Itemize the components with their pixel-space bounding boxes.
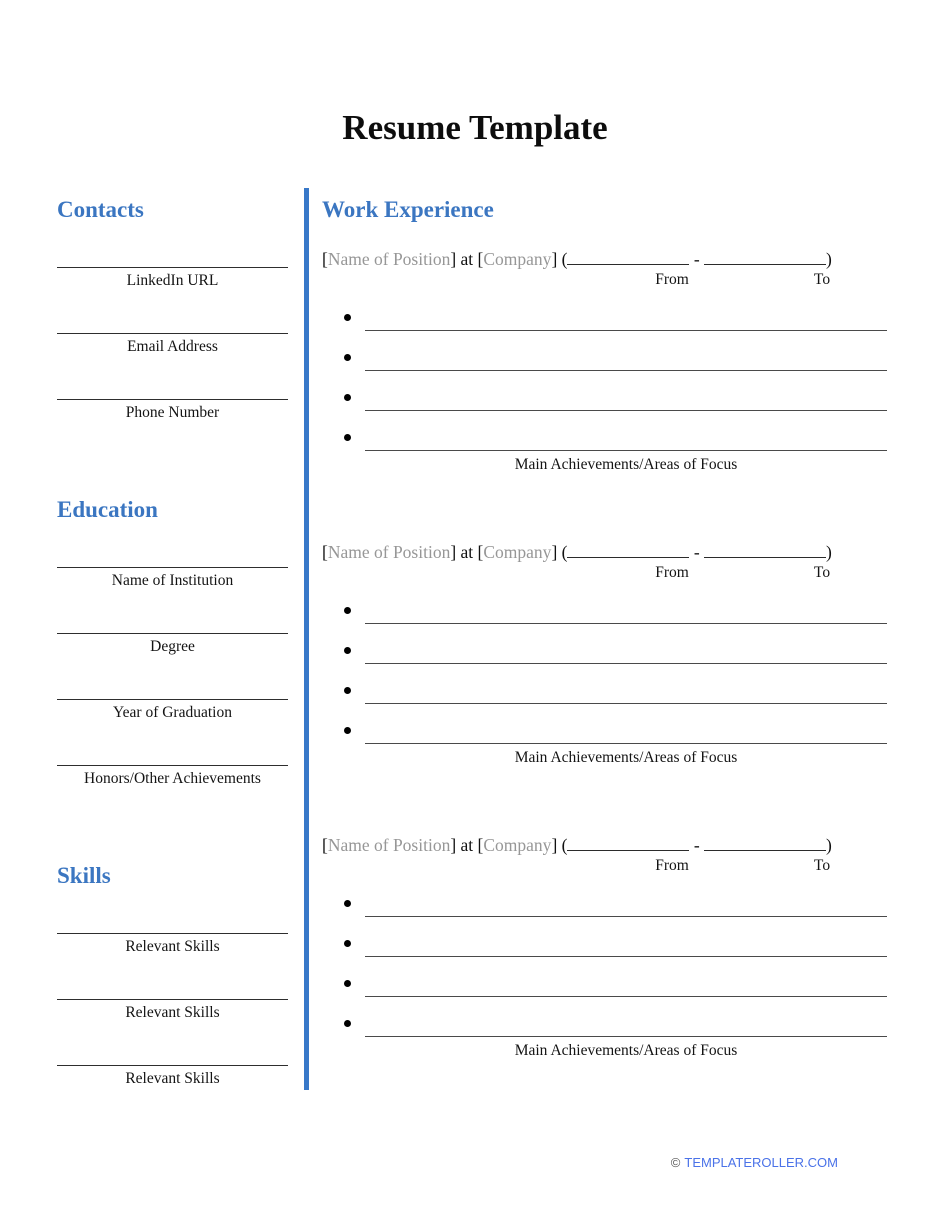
- bullet-fill-in-line[interactable]: [365, 743, 887, 744]
- bullet-row: [322, 877, 890, 917]
- work-entries: [322, 247, 890, 1060]
- bullet-icon: [344, 980, 351, 987]
- date-separator: -: [689, 542, 705, 562]
- field-label: Degree: [150, 638, 195, 655]
- bullet-row: [322, 917, 890, 957]
- company-placeholder[interactable]: Company: [483, 835, 552, 855]
- section-skills: [57, 862, 288, 1088]
- bullet-icon: [344, 940, 351, 947]
- close-paren: ): [826, 835, 832, 855]
- entry-header-line: [322, 247, 890, 271]
- bullet-fill-in-line[interactable]: [365, 450, 887, 451]
- open-bracket: [: [473, 835, 484, 855]
- bullet-row: [322, 957, 890, 997]
- bullet-icon: [344, 647, 351, 654]
- date-separator: -: [689, 835, 705, 855]
- to-label: To: [813, 271, 831, 288]
- work-entry: [322, 833, 890, 1060]
- fromto-row: [322, 564, 890, 584]
- bullet-icon: [344, 314, 351, 321]
- bullet-row: [322, 371, 890, 411]
- left-column: [57, 196, 288, 1088]
- from-label: From: [655, 564, 689, 581]
- close-bracket: ] (: [551, 249, 568, 269]
- bullet-row: [322, 291, 890, 331]
- fill-in-field: [57, 699, 288, 722]
- work-entry: [322, 247, 890, 474]
- date-from-blank[interactable]: [567, 544, 689, 558]
- company-placeholder[interactable]: Company: [483, 249, 552, 269]
- section-contacts: [57, 196, 288, 422]
- bullet-row: [322, 331, 890, 371]
- close-bracket: ]: [450, 835, 461, 855]
- date-to-blank[interactable]: [704, 837, 826, 851]
- section-heading-contacts: Contacts: [57, 197, 144, 222]
- field-label: Name of Institution: [111, 572, 234, 589]
- section-heading-education: Education: [57, 497, 158, 522]
- close-bracket: ] (: [551, 542, 568, 562]
- fromto-row: [322, 857, 890, 877]
- field-label: Relevant Skills: [125, 1070, 220, 1087]
- fill-in-field: [57, 765, 288, 788]
- entry-caption: Main Achievements/Areas of Focus: [514, 1042, 738, 1059]
- templateroller-link[interactable]: TEMPLATEROLLER.COM: [684, 1155, 838, 1170]
- open-bracket: [: [473, 542, 484, 562]
- open-bracket: [: [473, 249, 484, 269]
- bullet-icon: [344, 727, 351, 734]
- bullet-row: [322, 704, 890, 744]
- work-experience-heading: Work Experience: [322, 197, 494, 222]
- fill-in-field: [57, 633, 288, 656]
- at-label: at: [460, 542, 474, 562]
- page-title: Resume Template: [342, 108, 608, 147]
- section-education: [57, 496, 288, 788]
- footer: [671, 1155, 838, 1170]
- fill-in-field: [57, 399, 288, 422]
- fill-in-field: [57, 1065, 288, 1088]
- fromto-row: [322, 271, 890, 291]
- fill-in-field: [57, 567, 288, 590]
- to-label: To: [813, 564, 831, 581]
- field-label: Email Address: [127, 338, 218, 355]
- copyright-symbol: ©: [670, 1155, 681, 1170]
- field-label: Phone Number: [125, 404, 220, 421]
- date-from-blank[interactable]: [567, 837, 689, 851]
- fill-in-field: [57, 933, 288, 956]
- position-placeholder[interactable]: Name of Position: [327, 835, 451, 855]
- close-paren: ): [826, 249, 832, 269]
- work-entry: [322, 540, 890, 767]
- field-label: Year of Graduation: [113, 704, 232, 721]
- position-placeholder[interactable]: Name of Position: [327, 249, 451, 269]
- entry-header-line: [322, 540, 890, 564]
- bullet-icon: [344, 687, 351, 694]
- section-heading-skills: Skills: [57, 863, 111, 888]
- bullet-row: [322, 997, 890, 1037]
- bullet-row: [322, 411, 890, 451]
- bullet-row: [322, 664, 890, 704]
- open-bracket: [: [322, 249, 328, 269]
- at-label: at: [460, 249, 474, 269]
- fill-in-field: [57, 267, 288, 290]
- field-label: Relevant Skills: [125, 1004, 220, 1021]
- close-bracket: ]: [450, 249, 461, 269]
- bullet-row: [322, 624, 890, 664]
- bullet-icon: [344, 354, 351, 361]
- bullet-icon: [344, 1020, 351, 1027]
- date-to-blank[interactable]: [704, 544, 826, 558]
- from-label: From: [655, 271, 689, 288]
- close-bracket: ]: [450, 542, 461, 562]
- entry-caption: Main Achievements/Areas of Focus: [514, 749, 738, 766]
- field-label: LinkedIn URL: [126, 272, 219, 289]
- position-placeholder[interactable]: Name of Position: [327, 542, 451, 562]
- fill-in-field: [57, 999, 288, 1022]
- date-to-blank[interactable]: [704, 251, 826, 265]
- open-bracket: [: [322, 542, 328, 562]
- open-bracket: [: [322, 835, 328, 855]
- entry-caption: Main Achievements/Areas of Focus: [514, 456, 738, 473]
- bullet-icon: [344, 434, 351, 441]
- bullet-row: [322, 584, 890, 624]
- date-separator: -: [689, 249, 705, 269]
- from-label: From: [655, 857, 689, 874]
- column-divider: [304, 188, 309, 1090]
- at-label: at: [460, 835, 474, 855]
- bullet-fill-in-line[interactable]: [365, 1036, 887, 1037]
- company-placeholder[interactable]: Company: [483, 542, 552, 562]
- bullet-icon: [344, 394, 351, 401]
- right-column: [322, 196, 890, 1060]
- to-label: To: [813, 857, 831, 874]
- field-label: Relevant Skills: [125, 938, 220, 955]
- close-bracket: ] (: [551, 835, 568, 855]
- entry-header-line: [322, 833, 890, 857]
- date-from-blank[interactable]: [567, 251, 689, 265]
- bullet-icon: [344, 900, 351, 907]
- close-paren: ): [826, 542, 832, 562]
- bullet-icon: [344, 607, 351, 614]
- field-label: Honors/Other Achievements: [84, 770, 261, 787]
- fill-in-field: [57, 333, 288, 356]
